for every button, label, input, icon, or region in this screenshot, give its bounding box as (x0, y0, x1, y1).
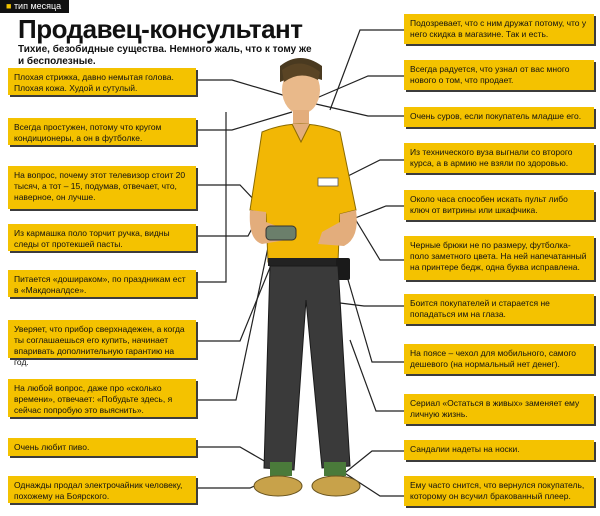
left-note-3: На вопрос, почему этот телевизор стоит 20 тысяч, а тот – 15, подумав, отвечает, что, наверное, он лучше. (8, 166, 196, 209)
page-subtitle: Тихие, безобидные существа. Немного жаль, что к тому же и бесполезные. (18, 44, 312, 67)
right-note-11: Ему часто снится, что вернулся покупатель, которому он всучил бракованный плеер. (404, 476, 594, 506)
right-note-10: Сандалии надеты на носки. (404, 440, 594, 460)
left-note-5: Питается «дошираком», по праздникам ест в «Макдоналдсе». (8, 270, 196, 297)
right-note-3: Очень суров, если покупатель младше его. (404, 107, 594, 127)
section-tag: ■ тип месяца (0, 0, 69, 13)
right-note-9: Сериал «Остаться в живых» заменяет ему личную жизнь. (404, 394, 594, 424)
right-note-7: Боится покупателей и старается не попадаться им на глаза. (404, 294, 594, 324)
right-note-4: Из технического вуза выгнали со второго курса, а в армию не взяли по здоровью. (404, 143, 594, 173)
left-note-9: Однажды продал электрочайник человеку, похожему на Боярского. (8, 476, 196, 503)
left-note-2: Всегда простужен, потому что кругом кондиционеры, а он в футболке. (8, 118, 196, 145)
right-note-2: Всегда радуется, что узнал от вас много нового о том, что продает. (404, 60, 594, 90)
left-note-6: Уверяет, что прибор сверхнадежен, а когда ты соглашаешься его купить, начинает впаривать дополнительную гарантию на год. (8, 320, 196, 358)
right-note-8: На поясе – чехол для мобильного, самого дешевого (на нормальный нет денег). (404, 344, 594, 374)
page-title: Продавец-консультант (18, 14, 303, 44)
right-note-6: Черные брюки не по размеру, футболка-поло заметного цвета. На ней напечатанный на принтере бедж, одна буква исправлена. (404, 236, 594, 280)
right-note-5: Около часа способен искать пульт либо ключ от витрины или шкафчика. (404, 190, 594, 220)
left-note-1: Плохая стрижка, давно немытая голова. Плохая кожа. Худой и сутулый. (8, 68, 196, 95)
right-note-1: Подозревает, что с ним дружат потому, что у него скидка в магазине. Так и есть. (404, 14, 594, 44)
left-note-8: Очень любит пиво. (8, 438, 196, 456)
left-note-4: Из кармашка поло торчит ручка, видны следы от протекшей пасты. (8, 224, 196, 251)
left-note-7: На любой вопрос, даже про «сколько времени», отвечает: «Побудьте здесь, я сейчас попробую это выяснить». (8, 379, 196, 417)
